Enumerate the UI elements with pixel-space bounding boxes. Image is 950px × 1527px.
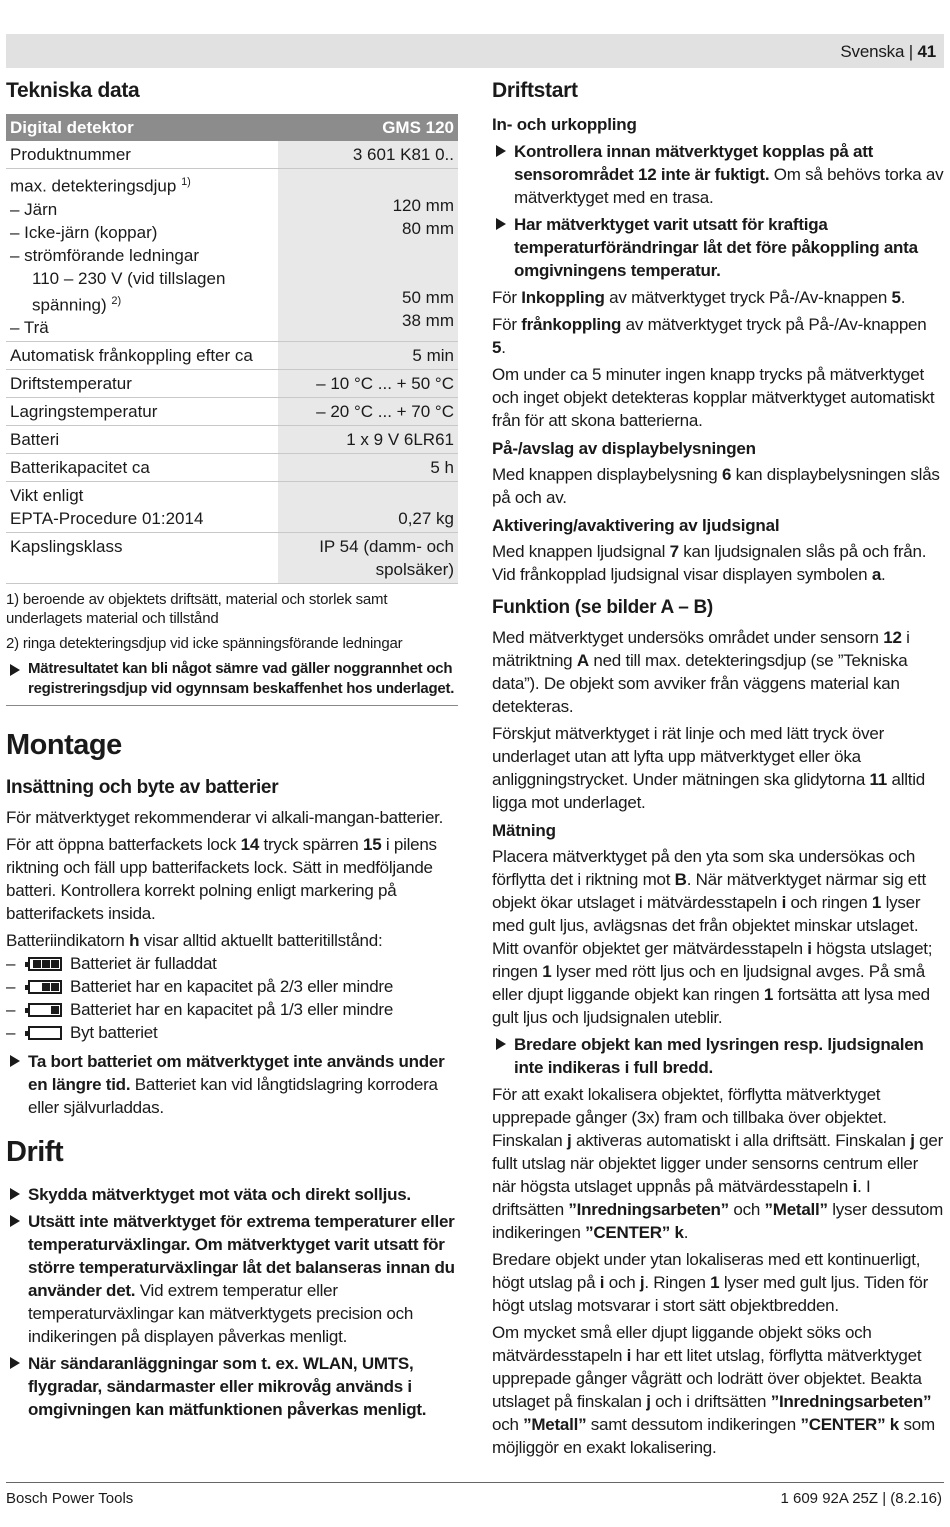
depth-wood-value: 38 mm xyxy=(402,311,454,330)
bullet-triangle-icon xyxy=(10,1188,20,1200)
montage-title: Montage xyxy=(6,729,122,762)
table-header-row xyxy=(6,114,458,141)
table-header-label: Digital detektor xyxy=(6,114,278,141)
footer-brand: Bosch Power Tools xyxy=(6,1490,134,1507)
header-page-label xyxy=(840,40,936,63)
row-label: Batteri xyxy=(6,426,278,454)
row-value: 5 min xyxy=(278,342,458,370)
battery-section-title: Insättning och byte av batterier xyxy=(6,777,279,799)
ip-label: Kapslingsklass xyxy=(6,533,278,584)
table-header-value: GMS 120 xyxy=(278,114,458,141)
battery-state-empty: – Byt batteriet xyxy=(6,1023,158,1043)
row-value: 5 h xyxy=(278,454,458,482)
bullet-triangle-icon xyxy=(496,145,506,157)
battery-paragraph-1: För mätverktyget rekommenderar vi alkali-mangan-batterier. xyxy=(6,808,444,828)
drift-bullet-3: När sändaranläggningar som t. ex. WLAN, UMTS, flygradar, sändarmaster eller mikrovåg används i omgivningen kan mätfunktionen påverkas menligt. xyxy=(6,1352,458,1421)
battery-paragraph-3: Batteriindikatorn h visar alltid aktuellt batteritillstånd: xyxy=(6,931,383,951)
weight-value-cell xyxy=(278,482,458,533)
row-value: 1 x 9 V 6LR61 xyxy=(278,426,458,454)
drift-bullet-2: Utsätt inte mätverktyget för extrema temperaturer eller temperaturväxlingar. Om mätverktyget varit utsatt för större temperaturväxlingar låt det balanseras innan du använder det. Vid extrem temperatur eller temperaturväxlingar kan mätverktygets precision och indikeringen på displayen påverkas menligt. xyxy=(6,1210,458,1348)
start-bullet-1: Kontrollera innan mätverktyget kopplas på att sensorområdet 12 inte är fuktigt. Om så behövs torka av mätverktyget med en trasa. xyxy=(492,140,944,209)
bullet-triangle-icon xyxy=(10,1357,20,1369)
page-header xyxy=(6,34,944,68)
depth-live-footnote-ref: 2) xyxy=(111,294,122,307)
right-column xyxy=(492,78,944,1463)
tech-data-table xyxy=(6,114,458,584)
table-row-ip xyxy=(6,533,458,584)
table-row xyxy=(6,426,458,454)
weight-value: 0,27 kg xyxy=(398,509,454,529)
ip-value-1: IP 54 (damm- och xyxy=(319,537,454,557)
depth-live-label-3: spänning) xyxy=(32,295,107,315)
measurement-note: Bredare objekt kan med lysringen resp. ljudsignalen inte indikeras i full bredd. xyxy=(492,1033,944,1079)
row-label: Produktnummer xyxy=(6,141,278,169)
battery-one-third-icon xyxy=(28,1003,62,1017)
sound-title: Aktivering/avaktivering av ljudsignal xyxy=(492,516,780,535)
row-label: Automatisk frånkoppling efter ca xyxy=(6,342,278,370)
footer-doc-number: 1 609 92A 25Z | (8.2.16) xyxy=(780,1490,942,1507)
row-label: Driftstemperatur xyxy=(6,370,278,398)
depth-wood-label: – Trä xyxy=(10,318,49,338)
depth-nonferrous-label: – Icke-järn (koppar) xyxy=(10,222,158,242)
tech-data-title: Tekniska data xyxy=(6,79,140,102)
depth-values xyxy=(278,169,458,342)
depth-live-value: 50 mm xyxy=(402,288,454,307)
header-page-number: 41 xyxy=(917,42,936,61)
footnote-2: 2) ringa detekteringsdjup vid icke spänningsförande ledningar xyxy=(6,635,403,653)
depth-nonferrous-value: 80 mm xyxy=(402,219,454,238)
row-label: Batterikapacitet ca xyxy=(6,454,278,482)
start-title: Driftstart xyxy=(492,79,578,102)
onoff-title: In- och urkoppling xyxy=(492,115,637,134)
table-row xyxy=(6,370,458,398)
bullet-triangle-icon xyxy=(10,1055,20,1067)
drift-title: Drift xyxy=(6,1136,64,1169)
battery-state-full: – Batteriet är fulladdat xyxy=(6,954,217,974)
left-column xyxy=(6,78,458,1425)
start-bullet-2: Har mätverktyget varit utsatt för kraftiga temperaturförändringar låt det före påkoppling anta omgivningens temperatur. xyxy=(492,213,944,282)
ip-value-cell xyxy=(278,533,458,584)
divider xyxy=(6,705,458,706)
depth-label: max. detekteringsdjup xyxy=(10,176,177,196)
footer-divider xyxy=(6,1482,944,1483)
bullet-triangle-icon xyxy=(496,1038,506,1050)
battery-removal-note: Ta bort batteriet om mätverktyget inte används under en längre tid. Batteriet kan vid långtidslagring korrodera eller självurladdas. xyxy=(6,1050,458,1119)
table-row xyxy=(6,398,458,426)
battery-paragraph-2: För att öppna batterfackets lock 14 tryck spärren 15 i pilens riktning och fäll upp batterifackets lock. Sätt in medföljande batteri. Kontrollera korrekt polning enligt markering på batterifackets insida. xyxy=(6,835,437,924)
battery-full-icon xyxy=(28,957,62,971)
accuracy-note-text: Mätresultatet kan bli något sämre vad gäller noggrannhet och registreringsdjup vid ogynnsam beskaffenhet hos underlaget. xyxy=(28,660,455,698)
table-row xyxy=(6,454,458,482)
table-row-weight xyxy=(6,482,458,533)
function-paragraph-2: Förskjut mätverktyget i rät linje och med lätt tryck över underlaget utan att lyfta upp mätverktyget eller öka anliggningstrycket. Under mätningen ska glidytorna 11 alltid ligga mot underlaget. xyxy=(492,724,925,812)
header-language: Svenska xyxy=(840,42,905,61)
sound-text: Med knappen ljudsignal 7 kan ljudsignalen slås på och från. Vid frånkopplad ljudsignal visar displayen symbolen a. xyxy=(492,542,927,584)
battery-empty-icon xyxy=(28,1026,62,1040)
measurement-paragraph-1: Placera mätverktyget på den yta som ska undersökas och förflytta det i riktning mot B. När mätverktyget närmar sig ett objekt ökar utslaget i mätvärdesstapeln i och ringen 1 lyser med gult ljus, avlägsnas det från objektet minskar utslaget. Mitt ovanför objektet ger mätvärdesstapeln i högsta utslaget; ringen 1 lyser med rött ljus och en ljudsignal avges. På små eller djupt liggande objekt kan ringen 1 fortsätta att lysa med gult ljus och ljudsignalen uteblir. xyxy=(492,847,933,1027)
measurement-paragraph-2: För att exakt lokalisera objektet, förflytta mätverktyget upprepade gånger (3x) fram och tillbaka över objektet. Finskalan j aktiveras automatiskt i alla driftsätt. Finskalan j ger fullt utslag när objektet ligger under sensorns centrum eller när högsta utslaget uppnås på mätvärdesstapeln i. I driftsätten ”Inredningsarbeten” och ”Metall” lyser dessutom indikeringen ”CENTER” k. xyxy=(492,1085,944,1242)
switch-off-text: För frånkoppling av mätverktyget tryck på På-/Av-knappen 5. xyxy=(492,315,927,357)
measurement-paragraph-3: Bredare objekt under ytan lokaliseras med ett kontinuerligt, högt utslag på i och j. Ringen 1 lyser med gult ljus. Tiden för högt utslag motsvarar i stort sätt objektbredden. xyxy=(492,1250,928,1315)
drift-bullet-1: Skydda mätverktyget mot väta och direkt solljus. xyxy=(6,1183,458,1206)
ip-value-2: spolsäker) xyxy=(375,560,454,580)
backlight-text: Med knappen displaybelysning 6 kan displaybelysningen slås på och av. xyxy=(492,465,940,507)
row-value: – 10 °C ... + 50 °C xyxy=(278,370,458,398)
depth-live-label-1: – strömförande ledningar xyxy=(10,245,200,265)
header-separator: | xyxy=(904,42,918,61)
weight-label-2: EPTA-Procedure 01:2014 xyxy=(10,509,204,529)
accuracy-note xyxy=(6,659,458,699)
bullet-triangle-icon xyxy=(10,1215,20,1227)
function-title: Funktion (se bilder A – B) xyxy=(492,597,713,618)
depth-live-label-2: 110 – 230 V (vid tillslagen xyxy=(32,268,226,288)
battery-two-thirds-icon xyxy=(28,980,62,994)
row-label: Lagringstemperatur xyxy=(6,398,278,426)
table-row-depth xyxy=(6,169,458,342)
row-value: 3 601 K81 0.. xyxy=(278,141,458,169)
weight-label-1: Vikt enligt xyxy=(10,486,84,506)
measurement-title: Mätning xyxy=(492,821,556,840)
depth-iron-label: – Järn xyxy=(10,199,58,219)
weight-label xyxy=(6,482,278,533)
depth-iron-value: 120 mm xyxy=(392,196,454,215)
backlight-title: På-/avslag av displaybelysningen xyxy=(492,439,756,458)
table-row xyxy=(6,141,458,169)
bullet-triangle-icon xyxy=(10,664,20,676)
measurement-paragraph-4: Om mycket små eller djupt liggande objekt söks och mätvärdesstapeln i har ett litet utslag, förflytta mätverktyget upprepade gånger vågrätt och lodrätt över objektet. Beakta utslaget på finskalan j och i driftsätten ”Inredningsarbeten” och ”Metall” samt dessutom indikeringen ”CENTER” k som möjliggör en exakt lokalisering. xyxy=(492,1323,935,1457)
battery-state-one-third: – Batteriet har en kapacitet på 1/3 eller mindre xyxy=(6,1000,394,1020)
bullet-triangle-icon xyxy=(496,218,506,230)
footnote-1: 1) beroende av objektets driftsätt, material och storlek samt underlagets material och tillstånd xyxy=(6,591,388,628)
depth-footnote-ref: 1) xyxy=(181,176,191,188)
depth-labels xyxy=(6,169,278,342)
row-value: – 20 °C ... + 70 °C xyxy=(278,398,458,426)
function-paragraph-1: Med mätverktyget undersöks området under sensorn 12 i mätriktning A ned till max. detekteringsdjup (se ”Tekniska data”). De objekt som avviker från väggens material kan detekteras. xyxy=(492,628,910,716)
table-row xyxy=(6,342,458,370)
battery-state-two-thirds: – Batteriet har en kapacitet på 2/3 eller mindre xyxy=(6,977,394,997)
auto-off-text: Om under ca 5 minuter ingen knapp trycks på mätverktyget och inget objekt detekteras kopplar mätverktyget automatiskt från för att skona batterierna. xyxy=(492,365,935,430)
switch-on-text: För Inkoppling av mätverktyget tryck På-/Av-knappen 5. xyxy=(492,288,906,307)
